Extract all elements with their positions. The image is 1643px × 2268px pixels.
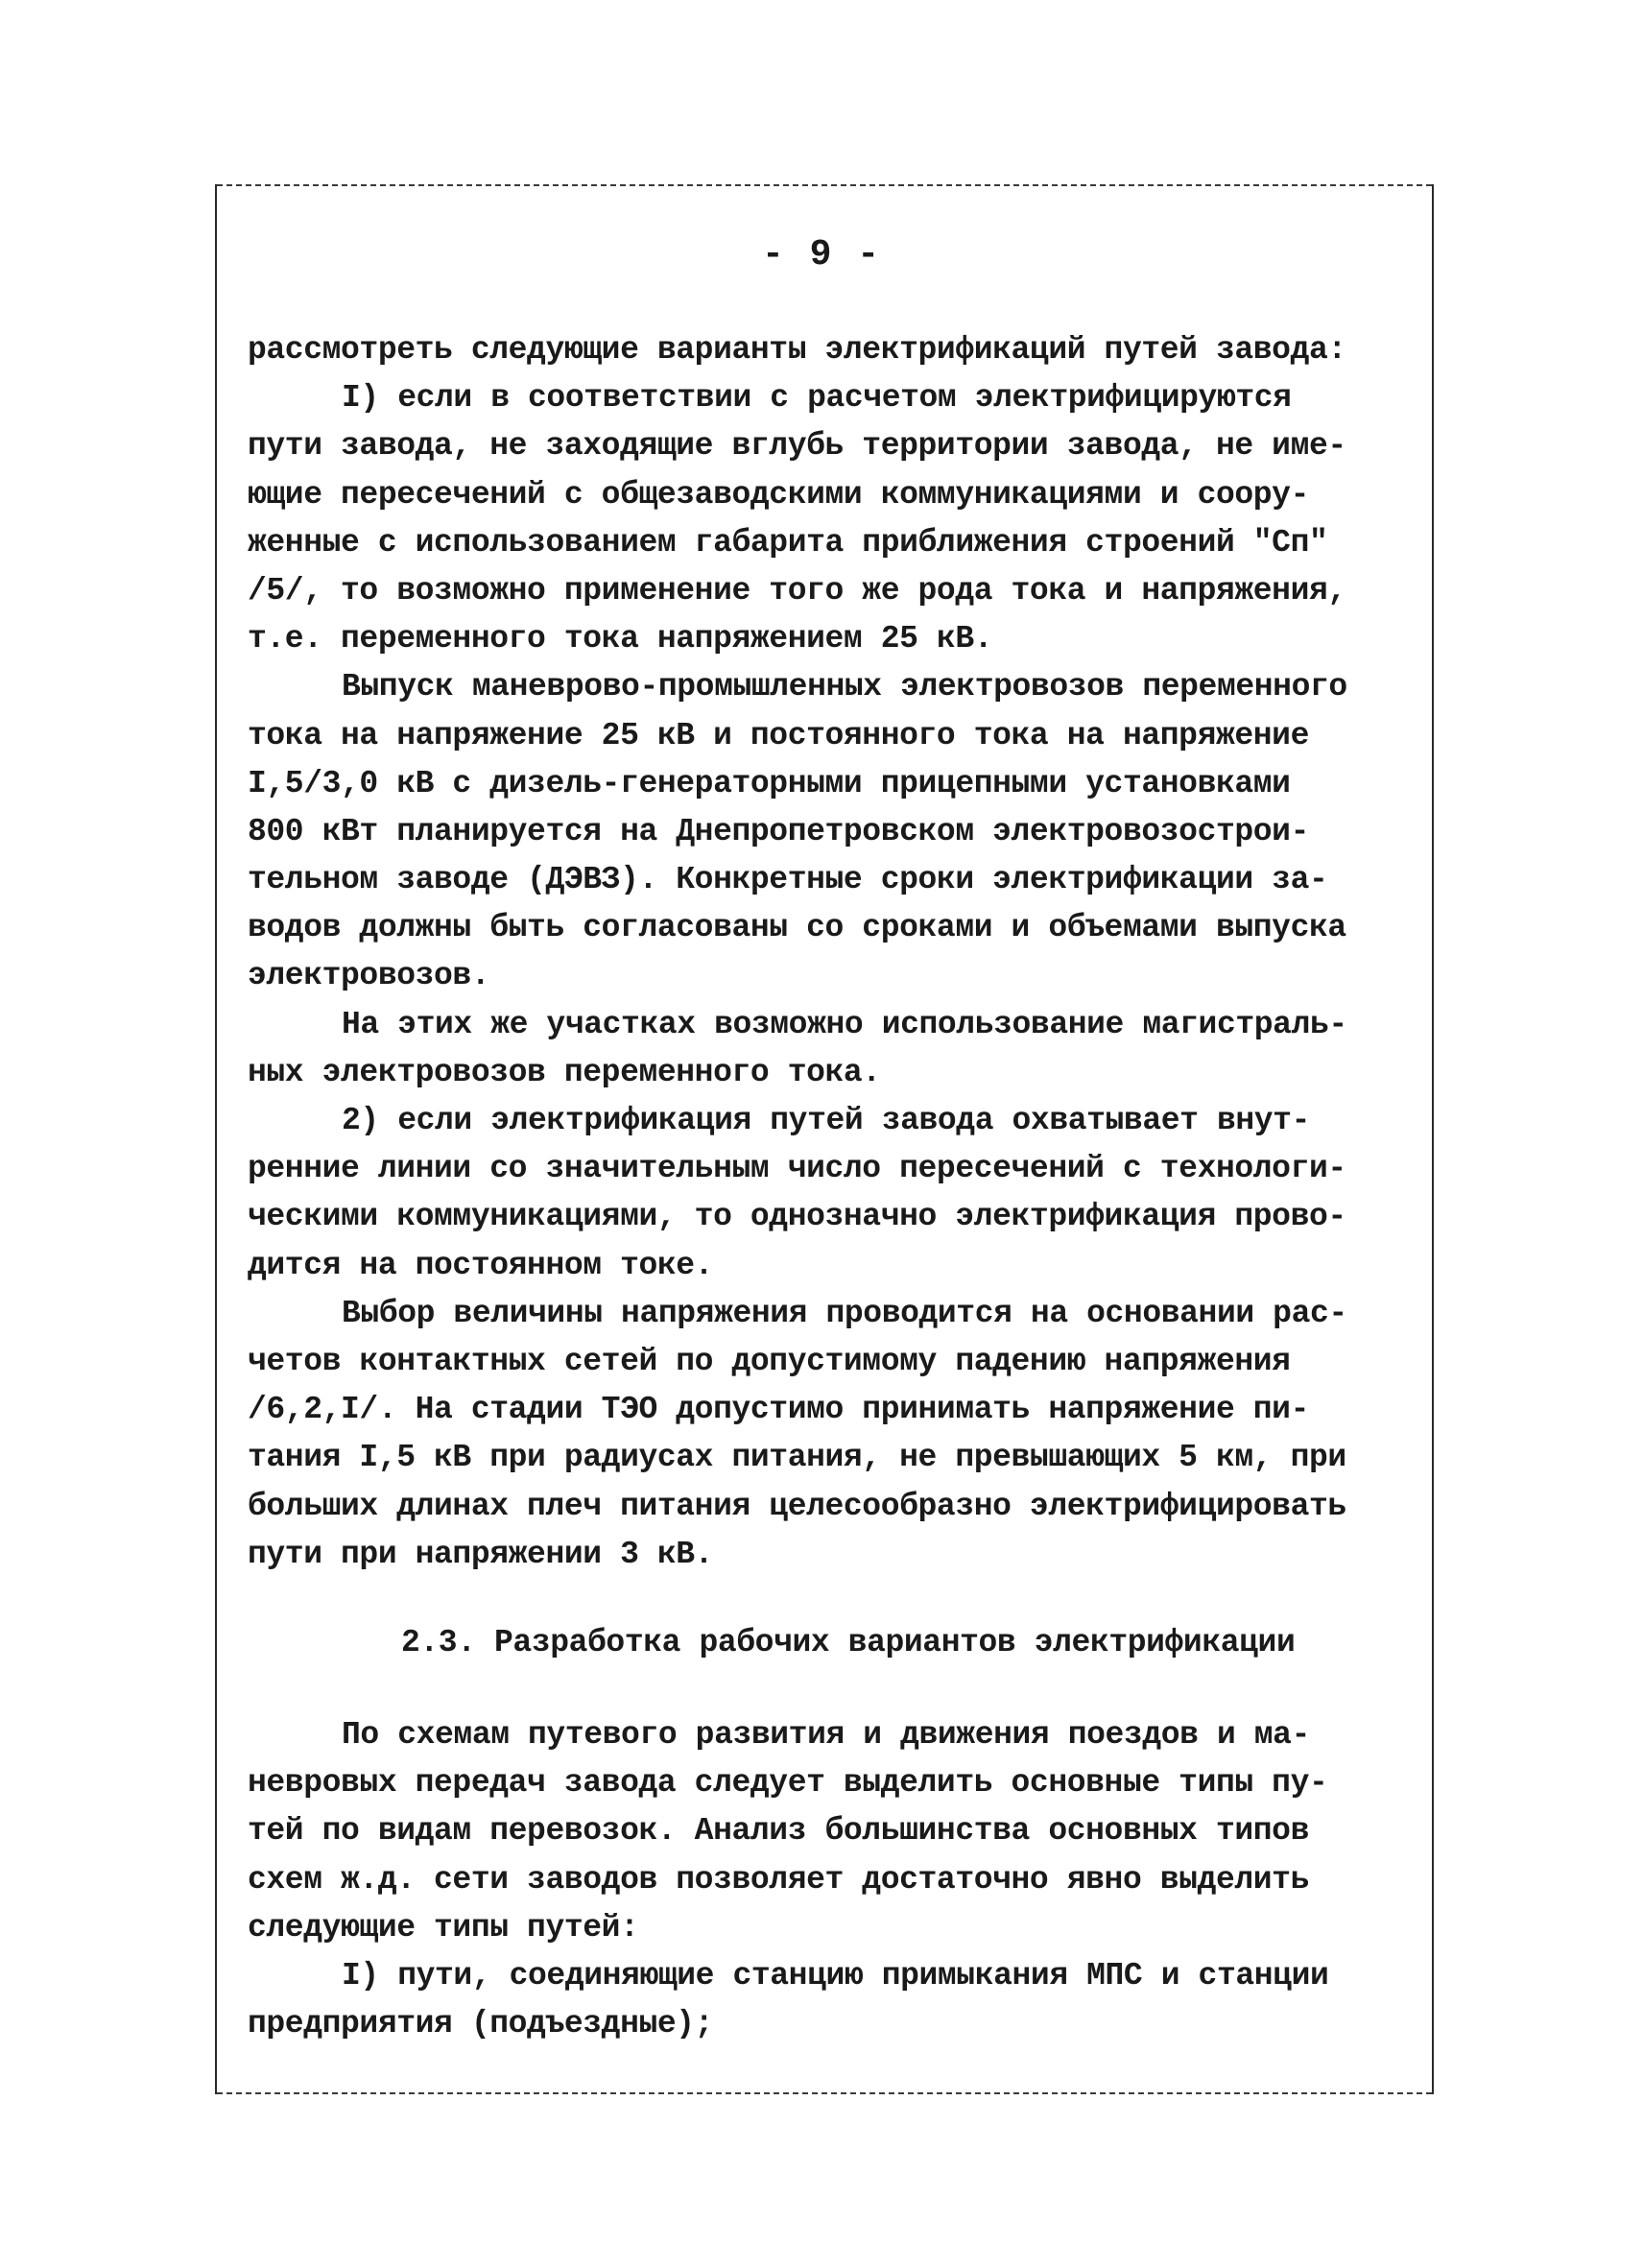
text-line: водов должны быть согласованы со сроками и объемами выпуска	[248, 910, 1346, 946]
text-line: ющие пересечений с общезаводскими коммуникациями и соору-	[248, 476, 1309, 513]
page-number: - 9 -	[761, 234, 882, 275]
text-line: невровых передач завода следует выделить основные типы пу-	[248, 1765, 1328, 1802]
text-line: тока на напряжение 25 кВ и постоянного тока на напряжение	[248, 717, 1309, 753]
text-line: I) пути, соединяющие станцию примыкания МПС и станции	[342, 1958, 1329, 1993]
text-line: Выбор величины напряжения проводится на основании рас-	[342, 1295, 1347, 1331]
text-line: I) если в соответствии с расчетом электрифицируются	[342, 380, 1292, 417]
text-line: 2) если электрификация путей завода охватывает внут-	[342, 1103, 1310, 1138]
text-line: пути завода, не заходящие вглубь территории завода, не име-	[248, 428, 1346, 465]
text-line: I,5/3,0 кВ с дизель-генераторными прицепными установками	[248, 765, 1291, 801]
text-line: следующие типы путей:	[248, 1909, 639, 1946]
document-body	[248, 326, 1409, 2048]
text-line: ческими коммуникациями, то однозначно электрификация прово-	[248, 1199, 1346, 1235]
text-line: пути при напряжении 3 кВ.	[248, 1536, 714, 1572]
spacer	[248, 1579, 1409, 1619]
text-line: схем ж.д. сети заводов позволяет достаточно явно выделить	[248, 1861, 1309, 1898]
text-line: /5/, то возможно применение того же рода тока и напряжения,	[248, 572, 1346, 609]
text-line: 800 кВт планируется на Днепропетровском электровозострои-	[248, 813, 1309, 849]
text-line: ренние линии со значительным число пересечений с технологи-	[248, 1151, 1346, 1187]
text-line: женные с использованием габарита приближения строений "Сп"	[248, 524, 1328, 561]
text-line: электровозов.	[248, 958, 490, 994]
text-line: /6,2,I/. На стадии ТЭО допустимо принимать напряжение пи-	[248, 1392, 1309, 1428]
spacer	[248, 1667, 1409, 1711]
frame-bottom-border	[217, 2092, 1432, 2094]
text-line: По схемам путевого развития и движения поездов и ма-	[342, 1717, 1310, 1754]
text-line: Выпуск маневрово-промышленных электровозов переменного	[342, 669, 1347, 705]
text-line: рассмотреть следующие варианты электрификаций путей завода:	[248, 332, 1346, 368]
text-line: тей по видам перевозок. Анализ большинства основных типов	[248, 1813, 1309, 1850]
text-line: больших длинах плеч питания целесообразно электрифицировать	[248, 1488, 1346, 1524]
text-line: тания I,5 кВ при радиусах питания, не превышающих 5 км, при	[248, 1440, 1346, 1476]
text-line: четов контактных сетей по допустимому падению напряжения	[248, 1343, 1291, 1379]
text-line: тельном заводе (ДЭВЗ). Конкретные сроки электрификации за-	[248, 862, 1328, 898]
text-line: предприятия (подъездные);	[248, 2006, 714, 2042]
section-heading: 2.3. Разработка рабочих вариантов электрификации	[401, 1624, 1296, 1660]
text-line: дится на постоянном токе.	[248, 1247, 714, 1283]
frame-top-border	[217, 184, 1432, 186]
text-line: На этих же участках возможно использование магистраль-	[342, 1006, 1347, 1042]
text-line: ных электровозов переменного тока.	[248, 1054, 881, 1090]
text-line: т.е. переменного тока напряжением 25 кВ.	[248, 621, 993, 657]
